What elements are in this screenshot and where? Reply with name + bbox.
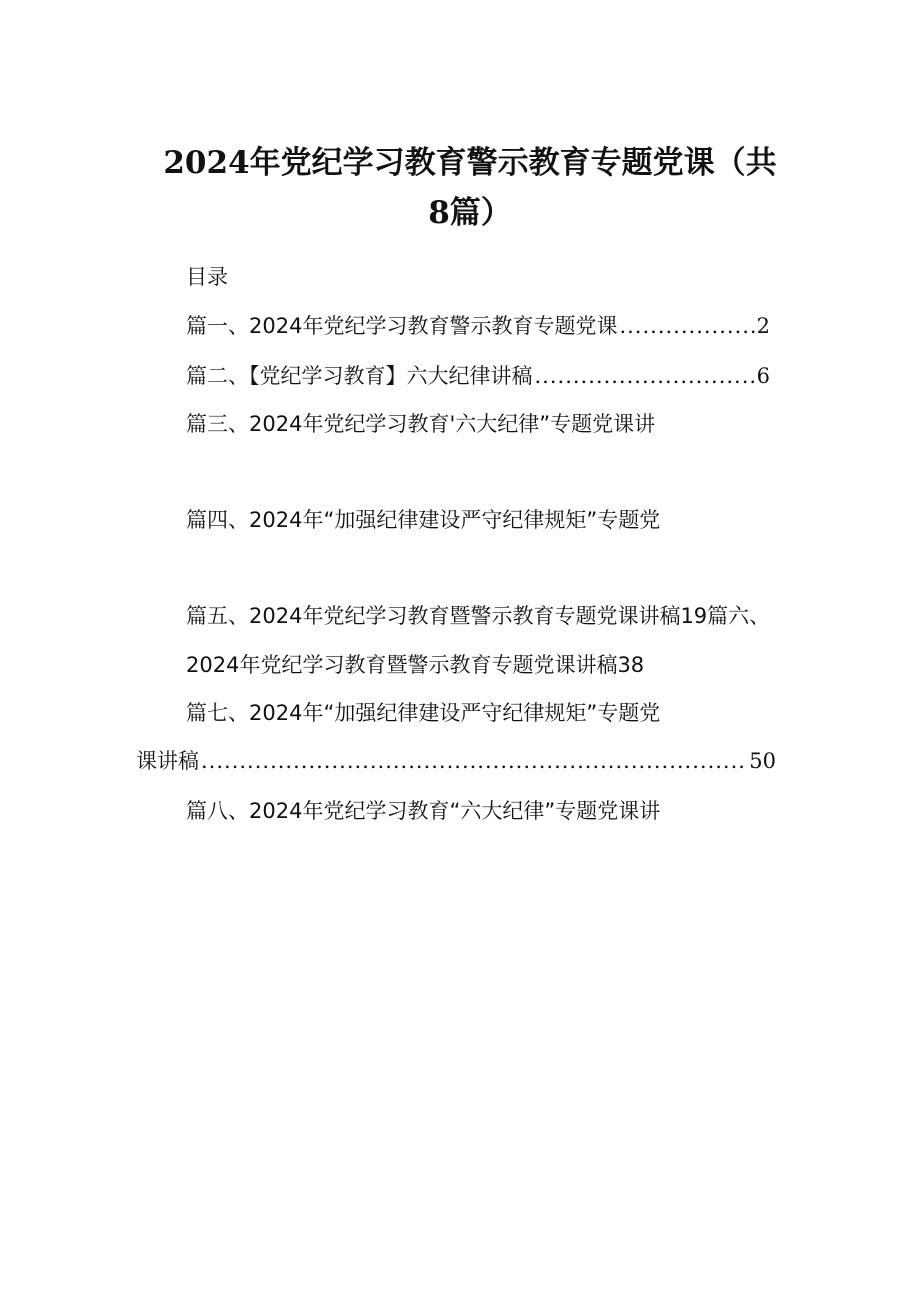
toc-entry-3[interactable]	[186, 410, 655, 438]
toc-entry-7-text: 篇七、2024年“加强纪律建设严守纪律规矩”专题党	[186, 701, 661, 725]
toc-entry-7-page: 50	[749, 749, 776, 773]
toc-entry-2[interactable]	[186, 362, 770, 390]
toc-entry-6[interactable]	[186, 651, 644, 679]
toc-entry-4-text: 篇四、2024年“加强纪律建设严守纪律规矩”专题党	[186, 508, 661, 532]
title-line-2: 8篇）	[428, 195, 512, 231]
toc-entry-7-continued-text: 课讲稿	[136, 749, 199, 773]
toc-entry-8[interactable]	[186, 797, 660, 825]
toc-entry-5-text: 篇五、2024年党纪学习教育暨警示教育专题党课讲稿19篇六、	[186, 604, 771, 628]
toc-entry-1-page: 2	[756, 314, 770, 338]
dot-leader	[535, 362, 755, 390]
toc-entry-1-text: 篇一、2024年党纪学习教育警示教育专题党课	[186, 314, 618, 338]
dot-leader	[201, 747, 747, 775]
toc-entry-2-page: 6	[756, 364, 770, 388]
toc-entry-3-text: 篇三、2024年党纪学习教育'六大纪律”专题党课讲	[186, 412, 656, 436]
document-title	[150, 138, 790, 238]
title-line-1: 2024年党纪学习教育警示教育专题党课（共	[163, 145, 777, 181]
toc-entry-1[interactable]	[186, 312, 770, 340]
toc-entry-7[interactable]	[186, 699, 660, 727]
toc-entry-4[interactable]	[186, 506, 660, 534]
toc-heading: 目录	[186, 265, 228, 289]
toc-entry-5[interactable]	[186, 602, 770, 630]
toc-entry-7-continued[interactable]	[136, 747, 776, 775]
toc-entry-6-text: 2024年党纪学习教育暨警示教育专题党课讲稿38	[186, 653, 645, 677]
toc-entry-8-text: 篇八、2024年党纪学习教育“六大纪律”专题党课讲	[186, 799, 661, 823]
toc-entry-2-text: 篇二、【党纪学习教育】六大纪律讲稿	[186, 364, 533, 388]
dot-leader	[619, 312, 754, 340]
